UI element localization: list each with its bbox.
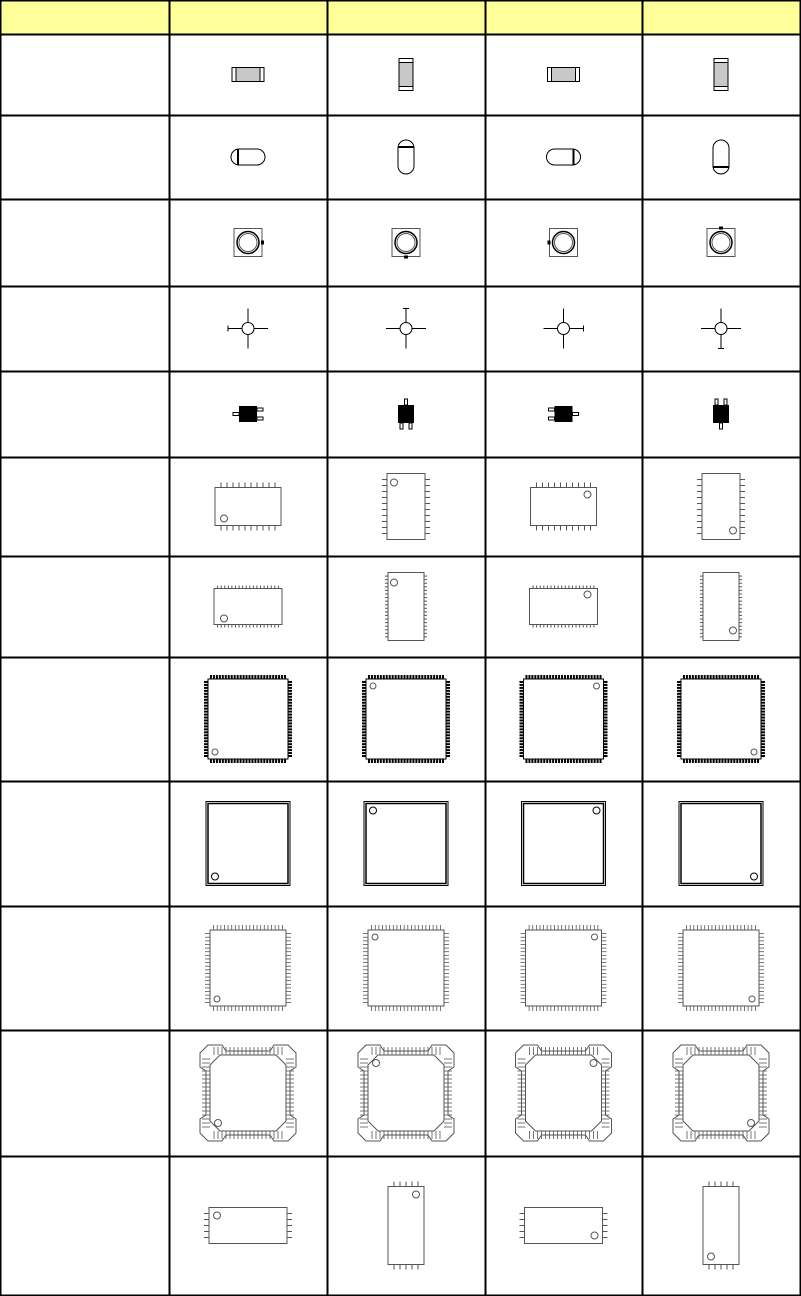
chip-core <box>714 63 728 87</box>
melf-body <box>713 140 729 174</box>
cross-body <box>400 323 412 335</box>
tsop-body <box>209 1208 287 1244</box>
package-soic-0 <box>215 483 281 531</box>
sot-pin <box>549 417 555 420</box>
package-qfp-270 <box>677 675 765 763</box>
package-bga-180 <box>522 802 606 886</box>
package-chip-270 <box>714 59 728 91</box>
bga-outer <box>522 802 606 886</box>
package-plcc-90 <box>363 925 449 1011</box>
sot-body <box>713 405 729 423</box>
package-tsop-small-0 <box>204 1208 292 1244</box>
qfp-pin1 <box>749 996 755 1002</box>
sot-body <box>239 406 257 422</box>
package-sot-180 <box>549 406 579 422</box>
melf-body <box>398 140 414 174</box>
cross-body <box>558 323 570 335</box>
package-chip-90 <box>399 59 413 91</box>
sot-pin <box>233 413 239 416</box>
package-plcc-180 <box>521 925 607 1011</box>
package-inductor-0 <box>234 229 264 257</box>
ic-pin1 <box>584 591 591 598</box>
package-bga-270 <box>679 802 763 886</box>
ic-pin1 <box>730 627 737 634</box>
package-tsop-90 <box>385 573 427 641</box>
qfp-body <box>526 930 602 1006</box>
qfp-body <box>524 679 604 759</box>
header-row <box>0 0 801 34</box>
bga-pin1 <box>370 807 377 814</box>
tsop-pin1 <box>413 1191 420 1198</box>
bga-pin1 <box>593 807 600 814</box>
package-tsop-small-90 <box>388 1182 424 1270</box>
melf-body <box>231 149 265 165</box>
sot-pin <box>720 423 723 429</box>
package-tsop-180 <box>530 586 598 628</box>
ind-coil <box>710 232 732 254</box>
sot-body <box>555 406 573 422</box>
tsop-pin1 <box>214 1212 221 1219</box>
qfp-pin1 <box>372 934 378 940</box>
cross-body <box>242 323 254 335</box>
bga-outer <box>206 802 290 886</box>
ind-mark <box>261 241 264 245</box>
package-cross-180 <box>544 309 584 349</box>
sot-pin <box>573 413 579 416</box>
package-cross-270 <box>701 309 741 349</box>
package-soic-180 <box>531 483 597 531</box>
package-melf-90 <box>398 140 414 174</box>
qfp-body <box>208 679 288 759</box>
package-soic-90 <box>382 474 430 540</box>
package-qfp-0 <box>204 675 292 763</box>
package-inductor-270 <box>707 227 735 257</box>
sot-pin <box>257 417 263 420</box>
package-tsop-small-270 <box>703 1182 739 1270</box>
ind-coil <box>553 232 575 254</box>
bga-pin1 <box>212 873 219 880</box>
melf-body <box>547 149 581 165</box>
package-qfp-corner-180 <box>516 1045 612 1141</box>
qfp-body <box>683 1055 759 1131</box>
package-qfp-corner-90 <box>358 1045 454 1141</box>
sot-pin <box>405 399 408 405</box>
package-tsop-270 <box>700 573 742 641</box>
cross-body <box>715 323 727 335</box>
package-chip-0 <box>232 68 264 82</box>
qfp-body <box>210 1055 286 1131</box>
package-cross-90 <box>386 309 426 349</box>
sot-pin <box>400 423 403 429</box>
package-melf-270 <box>713 140 729 174</box>
package-cross-0 <box>228 309 268 349</box>
qfp-pin1 <box>373 1060 380 1067</box>
qfp-pin1 <box>592 934 598 940</box>
sot-body <box>398 405 414 423</box>
package-sot-90 <box>398 399 414 429</box>
ic-pin1 <box>730 527 737 534</box>
package-sot-270 <box>713 399 729 429</box>
qfp-pin1 <box>370 683 376 689</box>
qfp-pin1 <box>748 1120 755 1127</box>
qfp-body <box>681 679 761 759</box>
qfp-pin1 <box>215 1120 222 1127</box>
package-tsop-small-180 <box>520 1208 608 1244</box>
package-tsop-0 <box>214 586 282 628</box>
package-qfp-corner-270 <box>673 1045 769 1141</box>
sot-pin <box>549 408 555 411</box>
qfp-pin1 <box>751 749 757 755</box>
bga-outer <box>679 802 763 886</box>
tsop-pin1 <box>591 1232 598 1239</box>
package-bga-0 <box>206 802 290 886</box>
ind-coil <box>237 232 259 254</box>
qfp-body <box>210 930 286 1006</box>
qfp-body <box>683 930 759 1006</box>
bga-outer <box>364 802 448 886</box>
qfp-body <box>368 930 444 1006</box>
qfp-pin1 <box>594 683 600 689</box>
ind-mark <box>719 227 723 230</box>
tsop-pin1 <box>708 1253 715 1260</box>
package-sot-0 <box>233 406 263 422</box>
package-qfp-180 <box>520 675 608 763</box>
package-bga-90 <box>364 802 448 886</box>
ic-pin1 <box>584 491 591 498</box>
bga-pin1 <box>751 873 758 880</box>
package-inductor-180 <box>548 229 578 257</box>
package-melf-0 <box>231 149 265 165</box>
ind-mark <box>404 256 408 259</box>
package-melf-180 <box>547 149 581 165</box>
ic-pin1 <box>221 615 228 622</box>
package-plcc-0 <box>205 925 291 1011</box>
sot-pin <box>409 423 412 429</box>
ic-pin1 <box>221 515 228 522</box>
qfp-pin1 <box>212 749 218 755</box>
chip-core <box>399 63 413 87</box>
package-qfp-corner-0 <box>200 1045 296 1141</box>
qfp-pin1 <box>214 996 220 1002</box>
chip-core <box>236 68 260 82</box>
package-chip-180 <box>548 68 580 82</box>
chip-core <box>552 68 576 82</box>
qfp-body <box>526 1055 602 1131</box>
ind-mark <box>548 241 551 245</box>
sot-pin <box>724 399 727 405</box>
sot-pin <box>715 399 718 405</box>
package-qfp-90 <box>362 675 450 763</box>
package-soic-270 <box>697 474 745 540</box>
sot-pin <box>257 408 263 411</box>
tsop-body <box>388 1187 424 1265</box>
tsop-body <box>703 1187 739 1265</box>
ic-pin1 <box>391 579 398 586</box>
qfp-body <box>368 1055 444 1131</box>
ind-coil <box>395 232 417 254</box>
package-inductor-90 <box>392 229 420 259</box>
package-plcc-270 <box>678 925 764 1011</box>
tsop-body <box>525 1208 603 1244</box>
qfp-pin1 <box>590 1060 597 1067</box>
qfp-body <box>366 679 446 759</box>
ic-pin1 <box>391 479 398 486</box>
